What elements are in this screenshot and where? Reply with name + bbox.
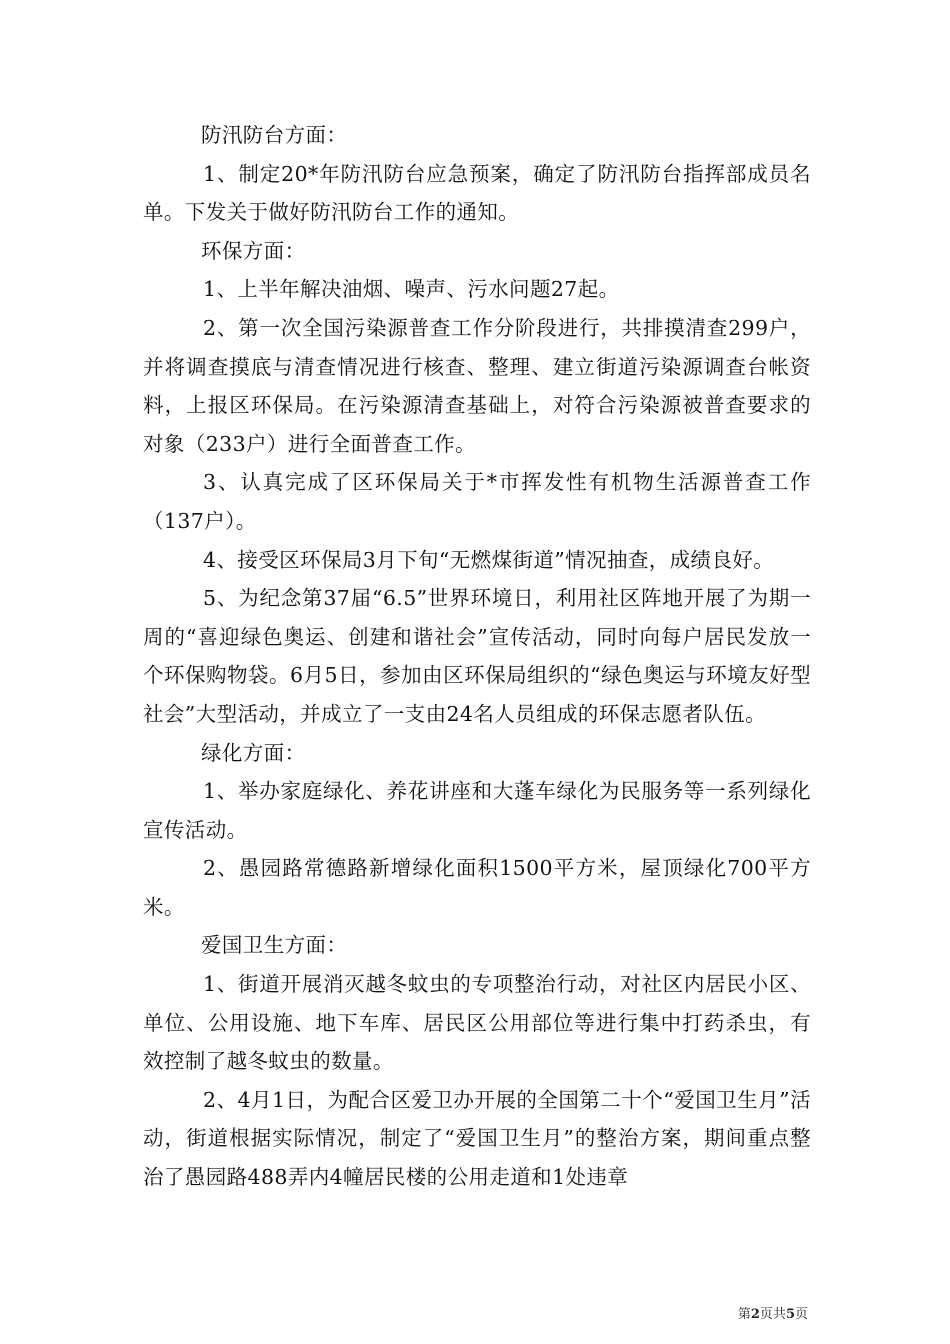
paragraph-environment-1: 1、上半年解决油烟、噪声、污水问题27起。: [203, 277, 620, 302]
paragraph-environment-2: 2、第一次全国污染源普查工作分阶段进行，共排摸清查299户，并将调查摸底与清查情况进行核查、整理、建立街道污染源调查台帐资料，上报区环保局。在污染源清查基础上，对符合污染源被普查要求的对象（233户）进行全面普查工作。: [143, 315, 811, 456]
paragraph-flood-control-1: 1、制定20*年防汛防台应急预案，确定了防汛防台指挥部成员名单。下发关于做好防汛防台工作的通知。: [143, 161, 811, 225]
total-page-number: 5: [785, 1307, 795, 1322]
paragraph-environment-3: 3、认真完成了区环保局关于*市挥发性有机物生活源普查工作（137户）。: [143, 470, 811, 533]
section-heading-environment: 环保方面：: [201, 238, 306, 263]
footer-prefix: 第: [737, 1307, 751, 1322]
paragraph-sanitation-2: 2、4月1日，为配合区爱卫办开展的全国第二十个“爱国卫生月”活动，街道根据实际情况，制定了“爱国卫生月”的整治方案，期间重点整治了愚园路488弄内4幢居民楼的公用走道和1处违章: [143, 1087, 811, 1190]
section-heading-flood-control: 防汛防台方面：: [201, 123, 348, 147]
paragraph-sanitation-1: 1、街道开展消灭越冬蚊虫的专项整治行动，对社区内居民小区、单位、公用设施、地下车库、居民区公用部位等进行集中打药杀虫，有效控制了越冬蚊虫的数量。: [143, 972, 811, 1074]
page-number-footer: [0, 1303, 808, 1322]
paragraph-environment-5: 5、为纪念第37届“6.5”世界环境日，利用社区阵地开展了为期一周的“喜迎绿色奥运、创建和谐社会”宣传活动，同时向每户居民发放一个环保购物袋。6月5日，参加由区环保局组织的“绿色奥运与环境友好型社会”大型活动，并成立了一支由24名人员组成的环保志愿者队伍。: [143, 586, 811, 726]
current-page-number: 2: [750, 1307, 760, 1322]
document-body: [143, 116, 811, 1197]
footer-middle: 页共: [759, 1307, 786, 1322]
paragraph-greening-2: 2、愚园路常德路新增绿化面积1500平方米，屋顶绿化700平方米。: [143, 856, 811, 919]
paragraph-greening-1: 1、举办家庭绿化、养花讲座和大蓬车绿化为民服务等一系列绿化宣传活动。: [143, 779, 811, 842]
section-heading-sanitation: 爱国卫生方面：: [201, 933, 348, 958]
paragraph-environment-4: 4、接受区环保局3月下旬“无燃煤街道”情况抽查，成绩良好。: [203, 547, 775, 572]
footer-suffix: 页: [794, 1307, 808, 1322]
section-heading-greening: 绿化方面：: [201, 740, 306, 765]
